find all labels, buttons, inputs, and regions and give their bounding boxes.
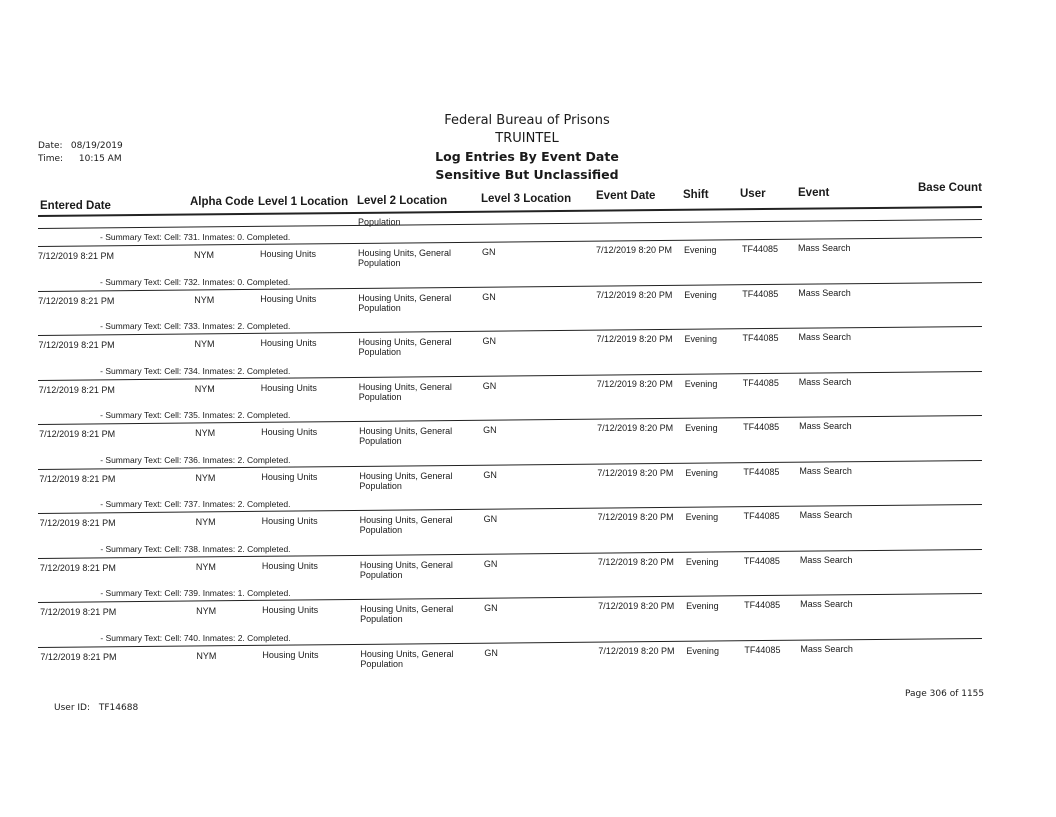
row-level2-location: Housing Units, General Population xyxy=(358,381,452,402)
row-shift: Evening xyxy=(686,601,719,611)
row-level1-location: Housing Units xyxy=(261,427,318,437)
row-user: TF44085 xyxy=(742,288,779,299)
row-event: Mass Search xyxy=(798,332,852,342)
row-user: TF44085 xyxy=(742,333,779,343)
row-level3-location: GN xyxy=(483,425,497,435)
report-title: Log Entries By Event Date xyxy=(435,149,619,164)
summary-text: - Summary Text: Cell: 737. Inmates: 2. Completed. xyxy=(100,499,291,509)
row-level2-location: Housing Units, General Population xyxy=(358,337,452,357)
summary-text: - Summary Text: Cell: 736. Inmates: 2. Completed. xyxy=(100,454,291,465)
row-alpha-code: NYM xyxy=(196,650,217,661)
row-alpha-code: NYM xyxy=(194,383,215,394)
row-event: Mass Search xyxy=(799,421,852,431)
row-shift: Evening xyxy=(685,556,719,567)
row-event: Mass Search xyxy=(798,243,851,253)
row-level3-location: GN xyxy=(482,380,497,391)
summary-text: - Summary Text: Cell: 735. Inmates: 2. Completed. xyxy=(100,410,291,420)
row-entered-date: 7/12/2019 8:21 PM xyxy=(40,607,117,617)
col-user: User xyxy=(740,188,766,200)
col-base-count: Base Count xyxy=(918,182,982,194)
col-event-date: Event Date xyxy=(596,190,656,202)
row-level2-location: Housing Units, General Population xyxy=(359,426,453,446)
row-alpha-code: NYM xyxy=(195,472,216,483)
date-value: 08/19/2019 xyxy=(70,141,123,151)
system-title: TRUINTEL xyxy=(495,131,559,146)
row-event-date: 7/12/2019 8:20 PM xyxy=(597,423,674,433)
row-level3-location: GN xyxy=(483,469,497,480)
row-event: Mass Search xyxy=(799,554,853,565)
summary-text: - Summary Text: Cell: 733. Inmates: 2. Completed. xyxy=(100,321,291,331)
row-level1-location: Housing Units xyxy=(262,605,319,615)
row-level1-location: Housing Units xyxy=(261,560,318,571)
row-level3-location: GN xyxy=(484,647,498,658)
row-entered-date: 7/12/2019 8:21 PM xyxy=(39,473,116,484)
row-alpha-code: NYM xyxy=(195,517,216,527)
row-alpha-code: NYM xyxy=(194,250,214,260)
row-level3-location: GN xyxy=(482,336,497,346)
row-user: TF44085 xyxy=(742,377,779,388)
row-level1-location: Housing Units xyxy=(261,516,318,526)
row-event: Mass Search xyxy=(798,376,852,387)
header-rule xyxy=(38,206,982,217)
row-event-date: 7/12/2019 8:20 PM xyxy=(596,334,673,344)
row-event: Mass Search xyxy=(800,643,853,654)
user-id-label: User ID: xyxy=(54,703,90,713)
row-user: TF44085 xyxy=(744,600,781,610)
row-shift: Evening xyxy=(686,645,719,656)
row-event: Mass Search xyxy=(798,287,851,298)
row-alpha-code: NYM xyxy=(196,606,217,616)
row-entered-date: 7/12/2019 8:21 PM xyxy=(38,340,115,350)
summary-text: - Summary Text: Cell: 731. Inmates: 0. Completed. xyxy=(100,232,291,242)
row-shift: Evening xyxy=(684,334,718,344)
row-level3-location: GN xyxy=(483,558,498,569)
row-entered-date: 7/12/2019 8:21 PM xyxy=(40,651,117,662)
row-event: Mass Search xyxy=(799,465,852,476)
row-level2-location: Housing Units, General Population xyxy=(359,515,453,535)
date-label: Date: xyxy=(38,141,63,151)
row-entered-date: 7/12/2019 8:21 PM xyxy=(38,251,115,261)
time-value: 10:15 AM xyxy=(78,154,122,164)
row-event-date: 7/12/2019 8:20 PM xyxy=(596,378,673,389)
row-user: TF44085 xyxy=(744,644,781,655)
row-entered-date: 7/12/2019 8:21 PM xyxy=(39,518,116,528)
row-level3-location: GN xyxy=(482,247,496,257)
classification-label: Sensitive But Unclassified xyxy=(435,167,619,182)
col-level1-location: Level 1 Location xyxy=(258,196,349,208)
row-user: TF44085 xyxy=(743,511,780,521)
row-shift: Evening xyxy=(684,245,717,255)
page-number: Page 306 of 1155 xyxy=(905,689,985,699)
row-event-date: 7/12/2019 8:20 PM xyxy=(597,556,674,567)
summary-text: - Summary Text: Cell: 739. Inmates: 1. Completed. xyxy=(100,588,291,598)
col-alpha-code: Alpha Code xyxy=(190,196,254,208)
row-level1-location: Housing Units xyxy=(260,382,317,393)
row-entered-date: 7/12/2019 8:21 PM xyxy=(39,429,116,439)
summary-text: - Summary Text: Cell: 740. Inmates: 2. Completed. xyxy=(100,632,291,643)
user-id-value: TF14688 xyxy=(98,703,139,713)
row-user: TF44085 xyxy=(742,244,779,254)
col-entered-date: Entered Date xyxy=(40,200,111,212)
row-shift: Evening xyxy=(684,289,717,300)
row-alpha-code: NYM xyxy=(194,339,215,349)
summary-text: - Summary Text: Cell: 732. Inmates: 0. Completed. xyxy=(100,276,291,287)
row-event-date: 7/12/2019 8:20 PM xyxy=(596,245,673,255)
row-alpha-code: NYM xyxy=(195,561,216,572)
row-shift: Evening xyxy=(685,423,718,433)
footer-user-id xyxy=(54,703,138,713)
row-event-date: 7/12/2019 8:20 PM xyxy=(597,467,674,478)
carryover-rule xyxy=(38,219,982,229)
row-event-date: 7/12/2019 8:20 PM xyxy=(598,601,675,611)
row-shift: Evening xyxy=(685,467,718,478)
agency-title: Federal Bureau of Prisons xyxy=(444,113,610,128)
row-level1-location: Housing Units xyxy=(260,293,317,304)
row-event-date: 7/12/2019 8:20 PM xyxy=(597,512,674,522)
row-level1-location: Housing Units xyxy=(261,471,318,482)
carryover-population: Population xyxy=(358,217,401,227)
row-alpha-code: NYM xyxy=(195,428,216,438)
row-user: TF44085 xyxy=(743,422,780,432)
row-level2-location: Housing Units, General Population xyxy=(359,559,453,580)
row-level2-location: Housing Units, General Population xyxy=(360,648,454,669)
row-entered-date: 7/12/2019 8:21 PM xyxy=(38,295,115,306)
row-level2-location: Housing Units, General Population xyxy=(358,292,452,313)
row-level3-location: GN xyxy=(482,291,496,302)
row-level1-location: Housing Units xyxy=(260,249,317,259)
row-user: TF44085 xyxy=(743,555,780,566)
row-event: Mass Search xyxy=(799,510,853,520)
summary-text: - Summary Text: Cell: 738. Inmates: 2. Completed. xyxy=(100,543,291,554)
row-level1-location: Housing Units xyxy=(260,338,317,348)
row-level2-location: Housing Units, General Population xyxy=(359,470,453,491)
row-level2-location: Housing Units, General Population xyxy=(358,248,452,268)
row-shift: Evening xyxy=(685,512,719,522)
col-level2-location: Level 2 Location xyxy=(357,195,448,207)
row-entered-date: 7/12/2019 8:21 PM xyxy=(38,384,115,395)
row-user: TF44085 xyxy=(743,466,780,477)
row-event-date: 7/12/2019 8:20 PM xyxy=(598,645,675,656)
row-level3-location: GN xyxy=(483,514,498,524)
col-level3-location: Level 3 Location xyxy=(481,193,572,205)
row-alpha-code: NYM xyxy=(194,294,215,305)
summary-text: - Summary Text: Cell: 734. Inmates: 2. Completed. xyxy=(100,365,291,376)
row-level3-location: GN xyxy=(484,603,498,613)
report-title-block xyxy=(404,112,650,184)
row-level1-location: Housing Units xyxy=(262,649,319,660)
report-date xyxy=(38,141,123,151)
row-event: Mass Search xyxy=(800,599,853,609)
row-shift: Evening xyxy=(684,378,718,389)
col-event: Event xyxy=(798,187,830,199)
row-level2-location: Housing Units, General Population xyxy=(360,604,454,624)
row-entered-date: 7/12/2019 8:21 PM xyxy=(39,562,116,573)
row-event-date: 7/12/2019 8:20 PM xyxy=(596,289,673,300)
col-shift: Shift xyxy=(683,189,709,201)
time-label: Time: xyxy=(38,154,64,164)
report-time xyxy=(38,154,122,164)
